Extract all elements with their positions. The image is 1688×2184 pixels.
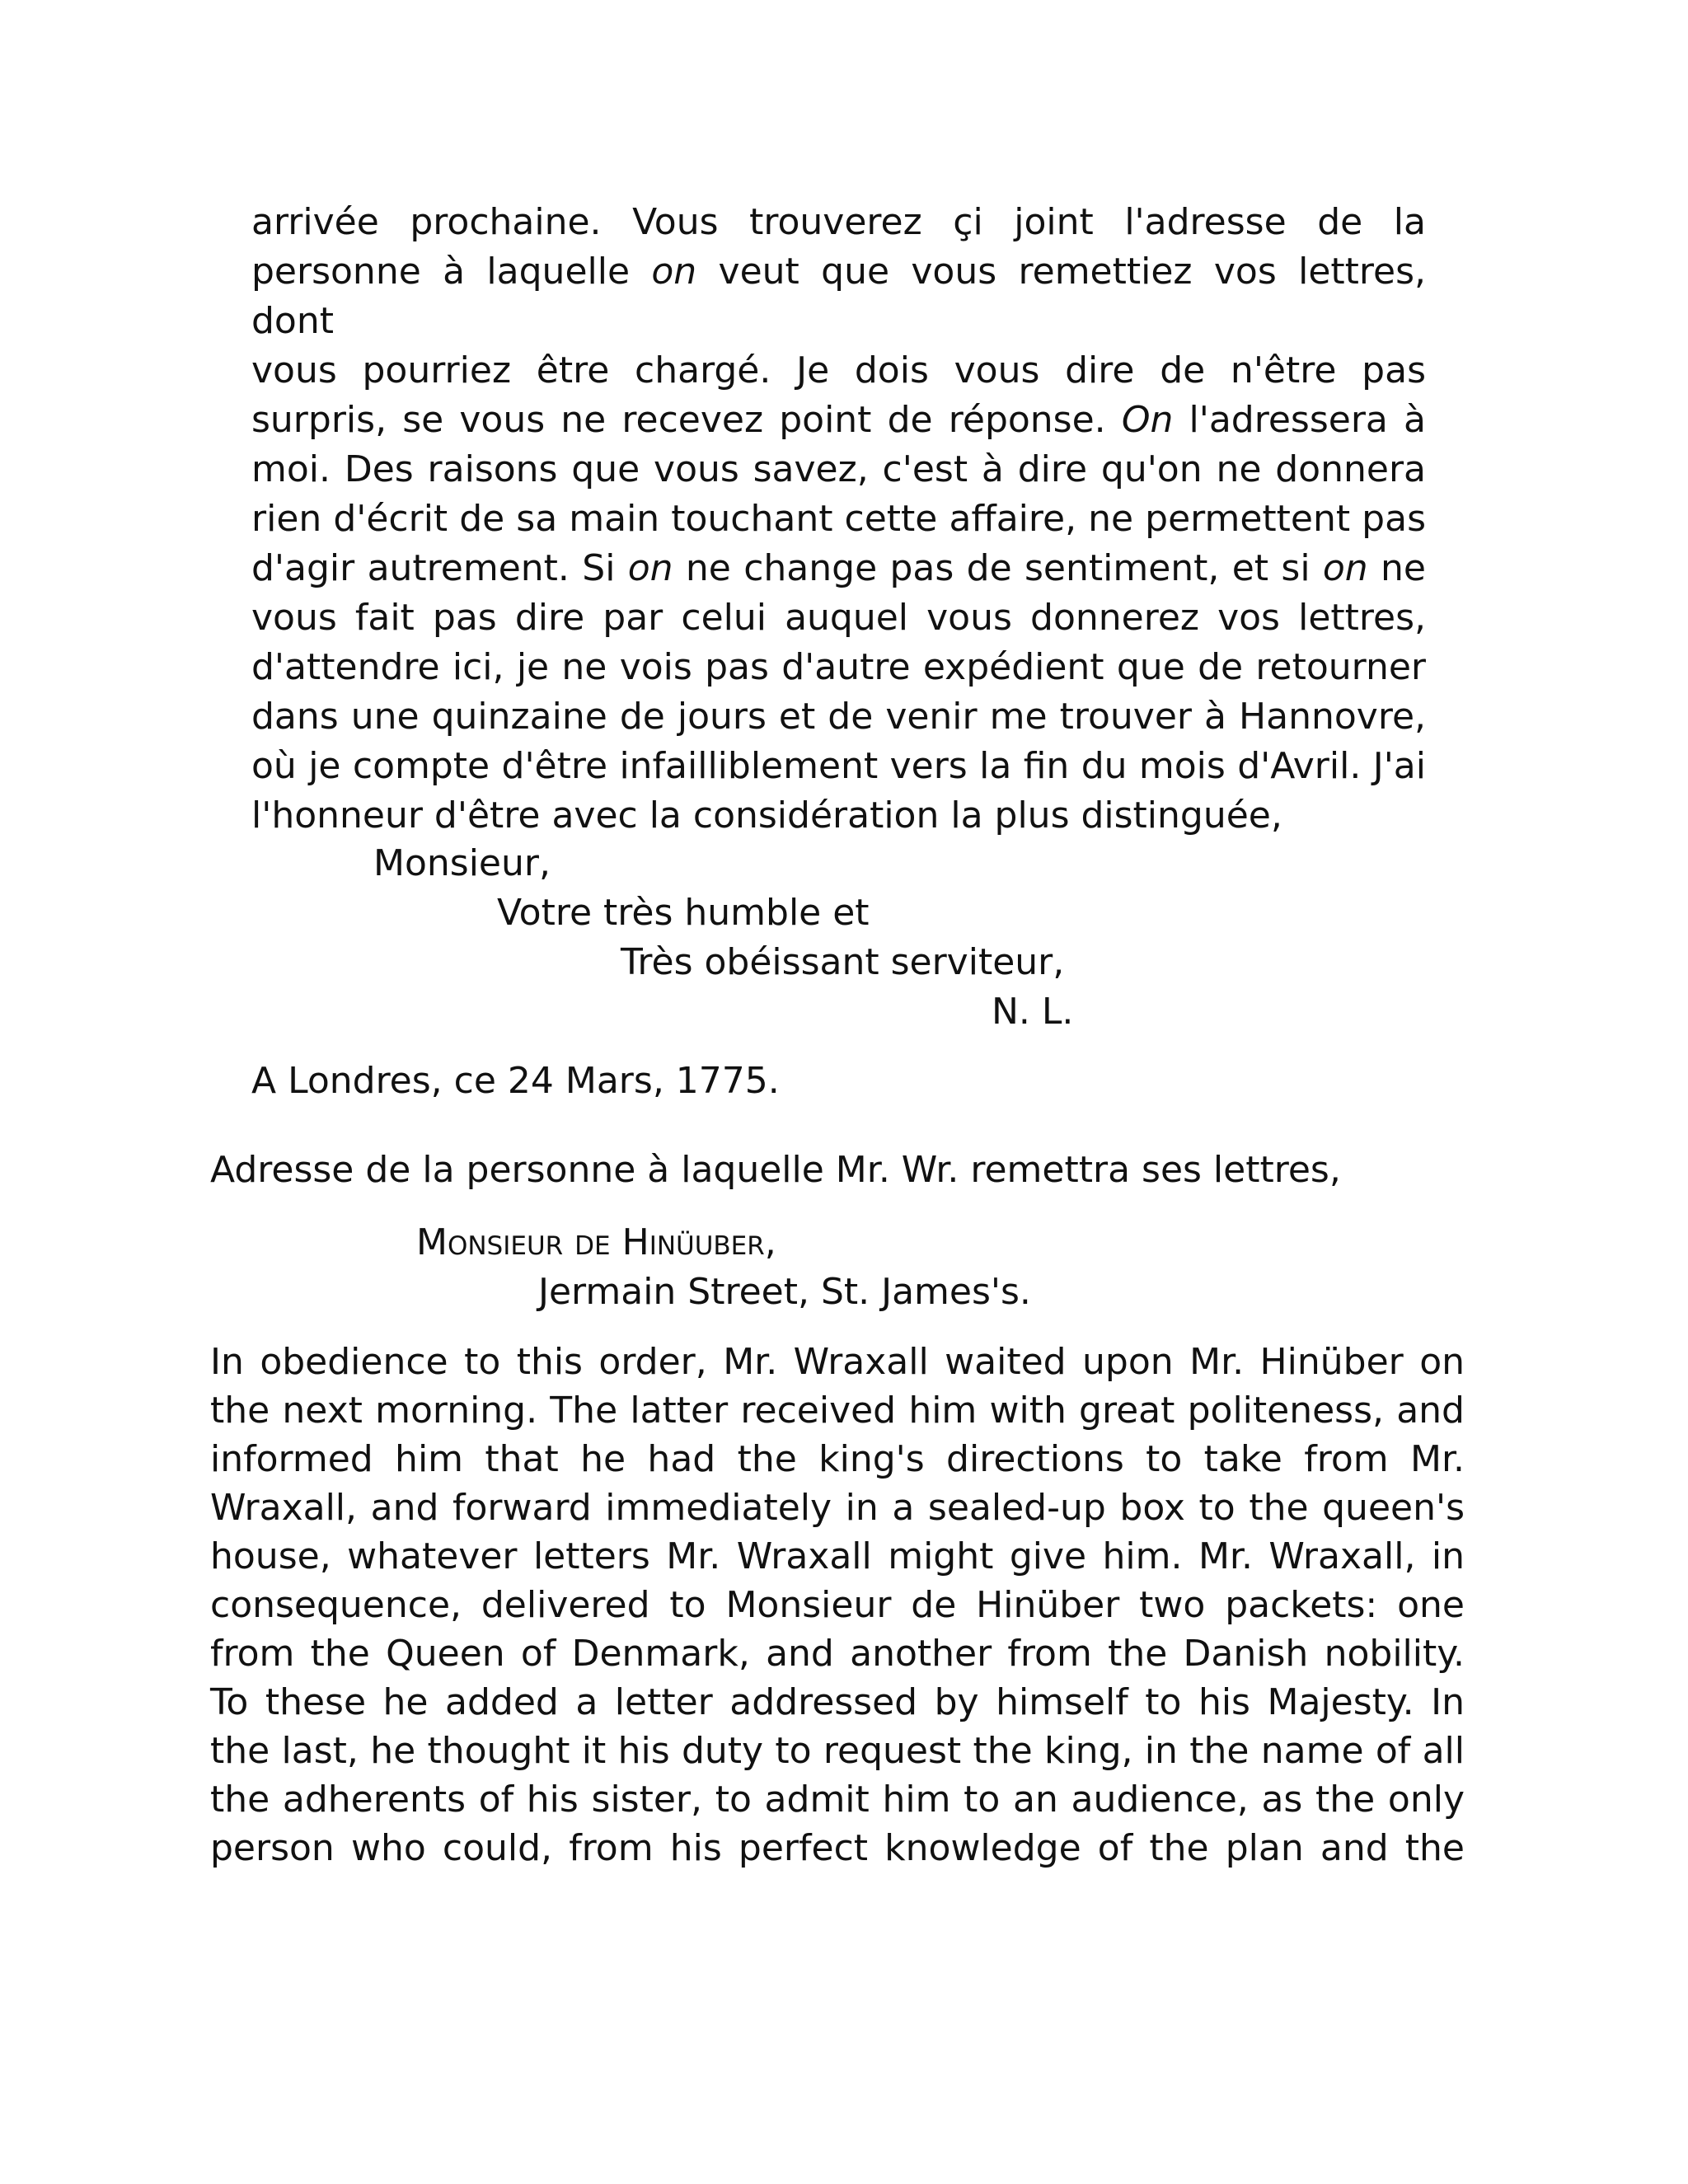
narrative-line: In obedience to this order, Mr. Wraxall waited upon Mr. Hinüber on — [210, 1341, 1465, 1383]
letter-body — [251, 198, 1426, 841]
letter-line: vous fait pas dire par celui auquel vous donnerez vos lettres, — [251, 597, 1426, 639]
narrative-line: informed him that he had the king's directions to take from Mr. — [210, 1438, 1465, 1480]
letter-line: dans une quinzaine de jours et de venir me trouver à Hannovre, — [251, 696, 1426, 738]
narrative-line: house, whatever letters Mr. Wraxall might give him. Mr. Wraxall, in — [210, 1535, 1465, 1577]
salutation-servant: Très obéissant serviteur, — [621, 941, 1065, 983]
letter-line: arrivée prochaine. Vous trouverez çi joint l'adresse de la — [251, 201, 1426, 243]
narrative-line: consequence, delivered to Monsieur de Hinüber two packets: one — [210, 1584, 1465, 1626]
letter-line: d'agir autrement. Si on ne change pas de sentiment, et si on ne — [251, 547, 1426, 589]
narrative-paragraph — [210, 1338, 1465, 1872]
letter-line: l'honneur d'être avec la considération la plus distinguée, — [251, 794, 1282, 837]
address-name: Monsieur de Hinüuber, — [416, 1221, 776, 1263]
address-street: Jermain Street, St. James's. — [538, 1271, 1031, 1313]
narrative-line: To these he added a letter addressed by himself to his Majesty. In — [210, 1681, 1465, 1723]
salutation-monsieur: Monsieur, — [373, 842, 551, 884]
signature: N. L. — [992, 991, 1074, 1033]
narrative-line: from the Queen of Denmark, and another from the Danish nobility. — [210, 1633, 1465, 1675]
letter-line: surpris, se vous ne recevez point de réponse. On l'adressera à — [251, 399, 1426, 441]
narrative-line: the last, he thought it his duty to request the king, in the name of all — [210, 1730, 1465, 1772]
narrative-line: the adherents of his sister, to admit him to an audience, as the only — [210, 1779, 1465, 1821]
salutation-humble: Votre très humble et — [497, 892, 870, 934]
letter-line: moi. Des raisons que vous savez, c'est à dire qu'on ne donnera — [251, 448, 1426, 490]
letter-line: rien d'écrit de sa main touchant cette affaire, ne permettent pas — [251, 498, 1426, 540]
narrative-line: Wraxall, and forward immediately in a sealed-up box to the queen's — [210, 1487, 1465, 1529]
address-intro: Adresse de la personne à laquelle Mr. Wr. remettra ses lettres, — [210, 1149, 1341, 1191]
narrative-line: person who could, from his perfect knowledge of the plan and the — [210, 1827, 1465, 1869]
letter-line: personne à laquelle on veut que vous remettiez vos lettres, dont — [251, 251, 1426, 342]
letter-line: d'attendre ici, je ne vois pas d'autre expédient que de retourner — [251, 646, 1426, 688]
narrative-line: the next morning. The latter received him with great politeness, and — [210, 1390, 1465, 1432]
letter-line: où je compte d'être infailliblement vers la fin du mois d'Avril. J'ai — [251, 745, 1426, 787]
letter-line: vous pourriez être chargé. Je dois vous dire de n'être pas — [251, 349, 1426, 391]
dateline: A Londres, ce 24 Mars, 1775. — [251, 1060, 780, 1102]
